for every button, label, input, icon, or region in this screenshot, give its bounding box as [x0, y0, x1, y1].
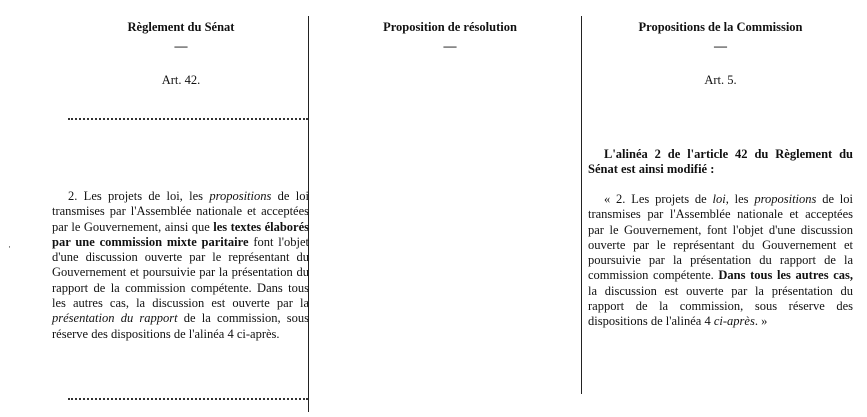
dotted-separator-bottom	[68, 398, 308, 402]
column-reglement	[52, 0, 310, 417]
heading-dash: —	[714, 38, 727, 53]
amended-text: « 2. Les projets de loi, les propositions de loi transmises par l'Assemblée nationale et acceptées par le Gouvernement, font l'objet d'une discussion ouverte par le représentant du Gouvernement et poursuivie par la présentation du rapport de la commission compétente. Dans tous les autres cas, la discussion est ouverte par la présentation du rapport de la commission, sous réserve des dispositions de l'alinéa 4 ci-après. »	[588, 192, 854, 329]
column-proposition	[320, 0, 580, 417]
dotted-separator	[68, 118, 308, 122]
column-heading: Règlement du Sénat	[127, 20, 235, 34]
column-commission	[588, 0, 853, 417]
amendment-intro: L'alinéa 2 de l'article 42 du Règlement du Sénat est ainsi modifié :	[588, 147, 853, 177]
heading-dash: —	[174, 38, 188, 53]
column-heading: Proposition de résolution	[383, 20, 517, 34]
article-number: Art. 42.	[161, 73, 201, 87]
heading-dash: —	[443, 38, 457, 53]
margin-mark: ·	[8, 242, 11, 252]
article-number: Art. 5.	[704, 73, 737, 87]
column-divider-2	[581, 16, 582, 394]
article-text: 2. Les projets de loi, les propositions de loi transmises par l'Assemblée nationale et acceptées par le Gouvernement, ainsi que les textes élaborés par une commission mixte paritaire font l'objet d'une discussion ouverte par le représentant du Gouvernement et poursuivie par la présentation du rapport de la commission compétente. Dans tous les autres cas, la discussion est ouverte par la présentation du rapport de la commission, sous réserve des dispositions de l'alinéa 4 ci-après.	[52, 189, 310, 341]
column-heading: Propositions de la Commission	[638, 20, 803, 34]
